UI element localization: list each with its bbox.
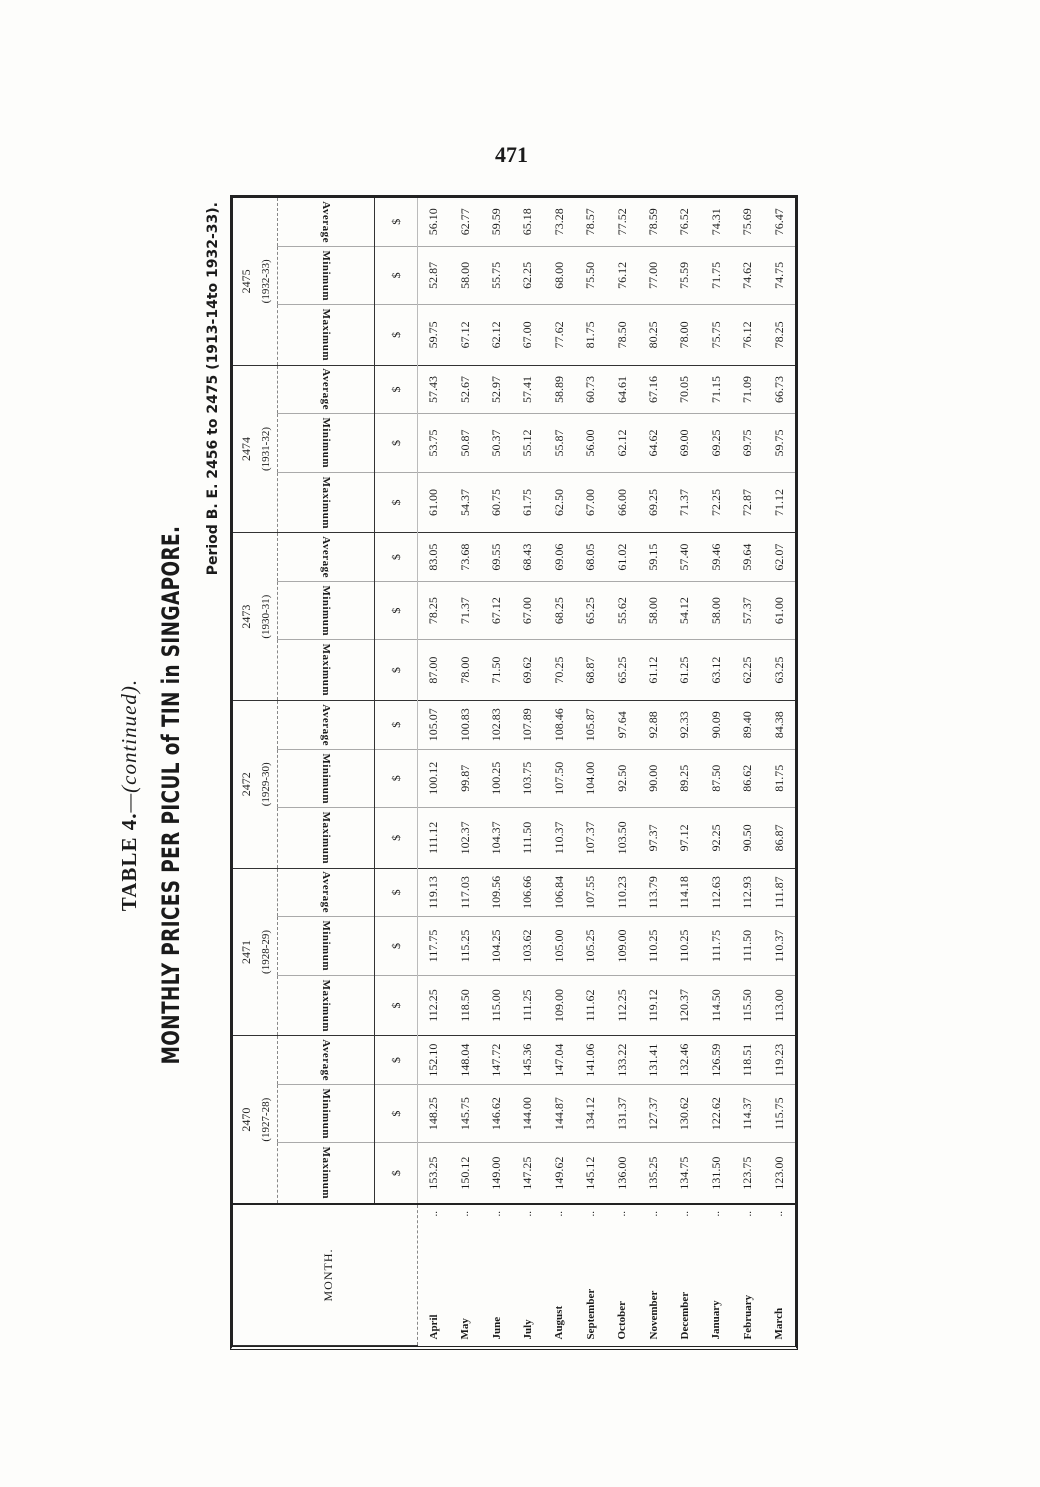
table-title (117, 180, 142, 1410)
price-cell: 66.73 (764, 365, 796, 414)
price-cell: 67.12 (449, 305, 480, 366)
price-cell: 111.50 (512, 808, 543, 869)
price-cell: 72.87 (732, 472, 763, 533)
price-cell: 149.00 (481, 1143, 512, 1204)
price-cell: 87.50 (701, 749, 732, 808)
price-cell: 107.50 (544, 749, 575, 808)
price-cell: 86.62 (732, 749, 763, 808)
sub-header-average: Average (278, 700, 375, 749)
price-cell: 60.73 (575, 365, 606, 414)
price-cell: 52.97 (481, 365, 512, 414)
price-cell: 56.10 (418, 198, 450, 246)
table-row (481, 198, 512, 1346)
price-cell: 59.59 (481, 198, 512, 246)
price-cell: 110.37 (544, 808, 575, 869)
price-cell: 75.59 (669, 246, 700, 305)
table-row (575, 198, 606, 1346)
price-cell: 107.37 (575, 808, 606, 869)
price-cell: 50.87 (449, 414, 480, 473)
price-cell: 131.41 (638, 1036, 669, 1085)
price-cell: 57.40 (669, 533, 700, 582)
currency-symbol: $ (375, 1084, 418, 1143)
sub-header-average: Average (278, 198, 375, 246)
price-cell: 59.15 (638, 533, 669, 582)
month-label: January .. (701, 1204, 732, 1346)
price-cell: 127.37 (638, 1084, 669, 1143)
price-cell: 126.59 (701, 1036, 732, 1085)
price-cell: 72.25 (701, 472, 732, 533)
currency-symbol: $ (375, 305, 418, 366)
sub-header-maximum: Maximum (278, 808, 375, 869)
price-cell: 65.18 (512, 198, 543, 246)
price-cell: 106.66 (512, 868, 543, 917)
price-cell: 147.72 (481, 1036, 512, 1085)
price-cell: 109.56 (481, 868, 512, 917)
year-header: 2472 (1929-30) (233, 700, 278, 868)
currency-symbol: $ (375, 1143, 418, 1204)
month-label: December .. (669, 1204, 700, 1346)
price-cell: 70.25 (544, 640, 575, 701)
price-cell: 74.62 (732, 246, 763, 305)
price-cell: 108.46 (544, 700, 575, 749)
currency-symbol: $ (375, 198, 418, 246)
price-cell: 109.00 (544, 975, 575, 1036)
price-cell: 111.25 (512, 975, 543, 1036)
currency-symbol: $ (375, 749, 418, 808)
price-cell: 119.12 (638, 975, 669, 1036)
price-cell: 111.62 (575, 975, 606, 1036)
price-cell: 61.00 (764, 581, 796, 640)
price-cell: 55.75 (481, 246, 512, 305)
price-cell: 109.00 (606, 917, 637, 976)
price-cell: 135.25 (638, 1143, 669, 1204)
price-cell: 58.00 (638, 581, 669, 640)
price-cell: 61.12 (638, 640, 669, 701)
price-cell: 112.63 (701, 868, 732, 917)
table-row (638, 198, 669, 1346)
price-cell: 52.67 (449, 365, 480, 414)
price-cell: 60.75 (481, 472, 512, 533)
table-row (544, 198, 575, 1346)
price-cell: 102.37 (449, 808, 480, 869)
month-label: November .. (638, 1204, 669, 1346)
tin-price-table (233, 198, 795, 1346)
table-row (512, 198, 543, 1346)
month-label: June .. (481, 1204, 512, 1346)
price-cell: 110.23 (606, 868, 637, 917)
price-cell: 78.00 (669, 305, 700, 366)
table-row (449, 198, 480, 1346)
currency-symbol: $ (375, 365, 418, 414)
month-label: July .. (512, 1204, 543, 1346)
year-header: 2470 (1927-28) (233, 1036, 278, 1204)
sub-header-minimum: Minimum (278, 414, 375, 473)
price-cell: 76.12 (732, 305, 763, 366)
currency-symbol: $ (375, 640, 418, 701)
month-label: May .. (449, 1204, 480, 1346)
price-cell: 66.00 (606, 472, 637, 533)
price-cell: 117.03 (449, 868, 480, 917)
year-header: 2471 (1928-29) (233, 868, 278, 1036)
price-cell: 90.50 (732, 808, 763, 869)
sub-header-average: Average (278, 868, 375, 917)
price-cell: 115.25 (449, 917, 480, 976)
price-cell: 111.12 (418, 808, 450, 869)
price-cell: 69.25 (638, 472, 669, 533)
currency-symbol: $ (375, 246, 418, 305)
page-number: 471 (495, 142, 528, 167)
table-title-main: TABLE 4. (117, 812, 141, 912)
price-cell: 65.25 (575, 581, 606, 640)
price-cell: 115.00 (481, 975, 512, 1036)
price-cell: 153.25 (418, 1143, 450, 1204)
price-cell: 76.47 (764, 198, 796, 246)
sub-header-minimum: Minimum (278, 917, 375, 976)
price-cell: 134.12 (575, 1084, 606, 1143)
price-cell: 145.75 (449, 1084, 480, 1143)
price-cell: 71.75 (701, 246, 732, 305)
price-cell: 123.00 (764, 1143, 796, 1204)
table-row (732, 198, 763, 1346)
price-cell: 62.12 (606, 414, 637, 473)
price-cell: 63.25 (764, 640, 796, 701)
price-cell: 117.75 (418, 917, 450, 976)
price-cell: 81.75 (764, 749, 796, 808)
price-cell: 56.00 (575, 414, 606, 473)
price-cell: 131.37 (606, 1084, 637, 1143)
price-cell: 54.12 (669, 581, 700, 640)
price-cell: 87.00 (418, 640, 450, 701)
table-row (418, 198, 450, 1346)
price-cell: 50.37 (481, 414, 512, 473)
price-cell: 118.51 (732, 1036, 763, 1085)
sub-header-maximum: Maximum (278, 305, 375, 366)
price-cell: 69.25 (701, 414, 732, 473)
price-cell: 78.00 (449, 640, 480, 701)
price-cell: 105.07 (418, 700, 450, 749)
price-cell: 78.57 (575, 198, 606, 246)
price-cell: 77.52 (606, 198, 637, 246)
price-cell: 92.50 (606, 749, 637, 808)
rotated-table-page (75, 180, 795, 1410)
price-cell: 120.37 (669, 975, 700, 1036)
currency-row (375, 198, 418, 1346)
price-cell: 73.68 (449, 533, 480, 582)
table-row (764, 198, 796, 1346)
price-cell: 107.89 (512, 700, 543, 749)
price-cell: 59.46 (701, 533, 732, 582)
price-cell: 77.00 (638, 246, 669, 305)
price-cell: 68.87 (575, 640, 606, 701)
price-cell: 55.87 (544, 414, 575, 473)
price-cell: 69.75 (732, 414, 763, 473)
price-cell: 132.46 (669, 1036, 700, 1085)
price-cell: 77.62 (544, 305, 575, 366)
price-cell: 111.75 (701, 917, 732, 976)
price-cell: 57.43 (418, 365, 450, 414)
price-cell: 62.25 (732, 640, 763, 701)
price-cell: 64.62 (638, 414, 669, 473)
price-cell: 113.79 (638, 868, 669, 917)
month-label: April .. (418, 1204, 450, 1346)
price-cell: 100.12 (418, 749, 450, 808)
price-cell: 67.16 (638, 365, 669, 414)
price-cell: 146.62 (481, 1084, 512, 1143)
price-cell: 104.25 (481, 917, 512, 976)
price-cell: 69.62 (512, 640, 543, 701)
price-cell: 114.37 (732, 1084, 763, 1143)
month-label: March .. (764, 1204, 796, 1346)
price-cell: 105.00 (544, 917, 575, 976)
price-cell: 70.05 (669, 365, 700, 414)
tin-price-table-frame (230, 195, 798, 1350)
price-cell: 110.25 (669, 917, 700, 976)
price-cell: 55.12 (512, 414, 543, 473)
currency-symbol: $ (375, 472, 418, 533)
price-cell: 97.64 (606, 700, 637, 749)
year-header: 2475 (1932-33) (233, 198, 278, 365)
price-cell: 89.40 (732, 700, 763, 749)
price-cell: 71.09 (732, 365, 763, 414)
sub-header-minimum: Minimum (278, 749, 375, 808)
sub-header-maximum: Maximum (278, 1143, 375, 1204)
price-cell: 78.50 (606, 305, 637, 366)
price-cell: 147.25 (512, 1143, 543, 1204)
price-cell: 83.05 (418, 533, 450, 582)
price-cell: 57.41 (512, 365, 543, 414)
price-cell: 68.43 (512, 533, 543, 582)
price-cell: 110.37 (764, 917, 796, 976)
year-header: 2473 (1930-31) (233, 533, 278, 701)
currency-symbol: $ (375, 414, 418, 473)
year-header: 2474 (1931-32) (233, 365, 278, 533)
price-cell: 100.83 (449, 700, 480, 749)
sub-header-maximum: Maximum (278, 472, 375, 533)
sub-header-average: Average (278, 533, 375, 582)
period-note: Period B. E. 2456 to 2475 (1913-14to 1932-33). (205, 202, 221, 576)
price-cell: 58.89 (544, 365, 575, 414)
price-cell: 67.00 (512, 305, 543, 366)
price-cell: 144.87 (544, 1084, 575, 1143)
price-cell: 114.18 (669, 868, 700, 917)
price-cell: 97.12 (669, 808, 700, 869)
price-cell: 78.25 (418, 581, 450, 640)
month-label: August .. (544, 1204, 575, 1346)
price-cell: 145.12 (575, 1143, 606, 1204)
price-cell: 92.88 (638, 700, 669, 749)
price-cell: 59.64 (732, 533, 763, 582)
price-cell: 112.25 (418, 975, 450, 1036)
price-cell: 58.00 (701, 581, 732, 640)
price-cell: 104.37 (481, 808, 512, 869)
sub-header-minimum: Minimum (278, 246, 375, 305)
price-cell: 68.00 (544, 246, 575, 305)
price-cell: 52.87 (418, 246, 450, 305)
price-cell: 152.10 (418, 1036, 450, 1085)
price-cell: 148.25 (418, 1084, 450, 1143)
price-cell: 89.25 (669, 749, 700, 808)
price-cell: 111.50 (732, 917, 763, 976)
sub-header-average: Average (278, 365, 375, 414)
price-cell: 75.69 (732, 198, 763, 246)
price-cell: 99.87 (449, 749, 480, 808)
table-subtitle: MONTHLY PRICES PER PICUL of TIN in SINGAPORE. (157, 525, 185, 1065)
price-cell: 92.25 (701, 808, 732, 869)
price-cell: 134.75 (669, 1143, 700, 1204)
price-cell: 71.50 (481, 640, 512, 701)
price-cell: 73.28 (544, 198, 575, 246)
price-cell: 69.06 (544, 533, 575, 582)
price-cell: 76.52 (669, 198, 700, 246)
price-cell: 105.87 (575, 700, 606, 749)
price-cell: 86.87 (764, 808, 796, 869)
price-cell: 103.75 (512, 749, 543, 808)
price-cell: 119.13 (418, 868, 450, 917)
price-cell: 64.61 (606, 365, 637, 414)
price-cell: 84.38 (764, 700, 796, 749)
price-cell: 71.37 (669, 472, 700, 533)
price-cell: 59.75 (764, 414, 796, 473)
table-title-suffix: —(continued). (117, 678, 141, 813)
price-cell: 103.62 (512, 917, 543, 976)
price-cell: 67.00 (512, 581, 543, 640)
table-row (606, 198, 637, 1346)
price-cell: 114.50 (701, 975, 732, 1036)
price-cell: 62.77 (449, 198, 480, 246)
price-cell: 74.75 (764, 246, 796, 305)
price-cell: 62.12 (481, 305, 512, 366)
price-cell: 65.25 (606, 640, 637, 701)
price-cell: 150.12 (449, 1143, 480, 1204)
price-cell: 149.62 (544, 1143, 575, 1204)
price-cell: 112.25 (606, 975, 637, 1036)
price-cell: 90.00 (638, 749, 669, 808)
sub-header-average: Average (278, 1036, 375, 1085)
sub-header-row (278, 198, 375, 1346)
price-cell: 81.75 (575, 305, 606, 366)
price-cell: 68.25 (544, 581, 575, 640)
price-cell: 107.55 (575, 868, 606, 917)
price-cell: 62.07 (764, 533, 796, 582)
price-cell: 80.25 (638, 305, 669, 366)
price-cell: 53.75 (418, 414, 450, 473)
price-cell: 131.50 (701, 1143, 732, 1204)
price-cell: 144.00 (512, 1084, 543, 1143)
currency-symbol: $ (375, 868, 418, 917)
price-cell: 122.62 (701, 1084, 732, 1143)
currency-symbol: $ (375, 581, 418, 640)
price-cell: 71.15 (701, 365, 732, 414)
price-cell: 59.75 (418, 305, 450, 366)
price-cell: 118.50 (449, 975, 480, 1036)
month-label: February .. (732, 1204, 763, 1346)
price-cell: 111.87 (764, 868, 796, 917)
price-cell: 74.31 (701, 198, 732, 246)
price-cell: 106.84 (544, 868, 575, 917)
month-label: September .. (575, 1204, 606, 1346)
price-cell: 67.12 (481, 581, 512, 640)
price-cell: 110.25 (638, 917, 669, 976)
price-cell: 61.02 (606, 533, 637, 582)
price-cell: 145.36 (512, 1036, 543, 1085)
currency-symbol: $ (375, 917, 418, 976)
price-cell: 123.75 (732, 1143, 763, 1204)
price-cell: 68.05 (575, 533, 606, 582)
price-cell: 100.25 (481, 749, 512, 808)
price-cell: 63.12 (701, 640, 732, 701)
price-cell: 97.37 (638, 808, 669, 869)
month-label: October .. (606, 1204, 637, 1346)
currency-symbol: $ (375, 533, 418, 582)
price-cell: 78.25 (764, 305, 796, 366)
price-cell: 76.12 (606, 246, 637, 305)
price-cell: 78.59 (638, 198, 669, 246)
month-column-header: MONTH. (233, 1204, 418, 1346)
price-cell: 57.37 (732, 581, 763, 640)
price-cell: 58.00 (449, 246, 480, 305)
currency-symbol: $ (375, 1036, 418, 1085)
table-row (669, 198, 700, 1346)
sub-header-maximum: Maximum (278, 975, 375, 1036)
price-cell: 75.75 (701, 305, 732, 366)
price-cell: 55.62 (606, 581, 637, 640)
price-cell: 90.09 (701, 700, 732, 749)
price-cell: 115.75 (764, 1084, 796, 1143)
sub-header-minimum: Minimum (278, 581, 375, 640)
price-cell: 115.50 (732, 975, 763, 1036)
price-cell: 148.04 (449, 1036, 480, 1085)
price-cell: 105.25 (575, 917, 606, 976)
price-cell: 119.23 (764, 1036, 796, 1085)
price-cell: 67.00 (575, 472, 606, 533)
price-cell: 113.00 (764, 975, 796, 1036)
sub-header-minimum: Minimum (278, 1084, 375, 1143)
year-header-row (233, 198, 278, 1346)
price-cell: 141.06 (575, 1036, 606, 1085)
table-row (701, 198, 732, 1346)
price-cell: 71.37 (449, 581, 480, 640)
sub-header-maximum: Maximum (278, 640, 375, 701)
table-body (418, 198, 796, 1346)
price-cell: 104.00 (575, 749, 606, 808)
price-cell: 61.75 (512, 472, 543, 533)
price-cell: 69.00 (669, 414, 700, 473)
price-cell: 75.50 (575, 246, 606, 305)
currency-symbol: $ (375, 700, 418, 749)
price-cell: 61.25 (669, 640, 700, 701)
price-cell: 102.83 (481, 700, 512, 749)
price-cell: 69.55 (481, 533, 512, 582)
price-cell: 133.22 (606, 1036, 637, 1085)
price-cell: 61.00 (418, 472, 450, 533)
price-cell: 112.93 (732, 868, 763, 917)
price-cell: 71.12 (764, 472, 796, 533)
currency-symbol: $ (375, 975, 418, 1036)
price-cell: 130.62 (669, 1084, 700, 1143)
price-cell: 103.50 (606, 808, 637, 869)
price-cell: 62.25 (512, 246, 543, 305)
currency-symbol: $ (375, 808, 418, 869)
price-cell: 62.50 (544, 472, 575, 533)
price-cell: 147.04 (544, 1036, 575, 1085)
price-cell: 136.00 (606, 1143, 637, 1204)
price-cell: 54.37 (449, 472, 480, 533)
price-cell: 92.33 (669, 700, 700, 749)
